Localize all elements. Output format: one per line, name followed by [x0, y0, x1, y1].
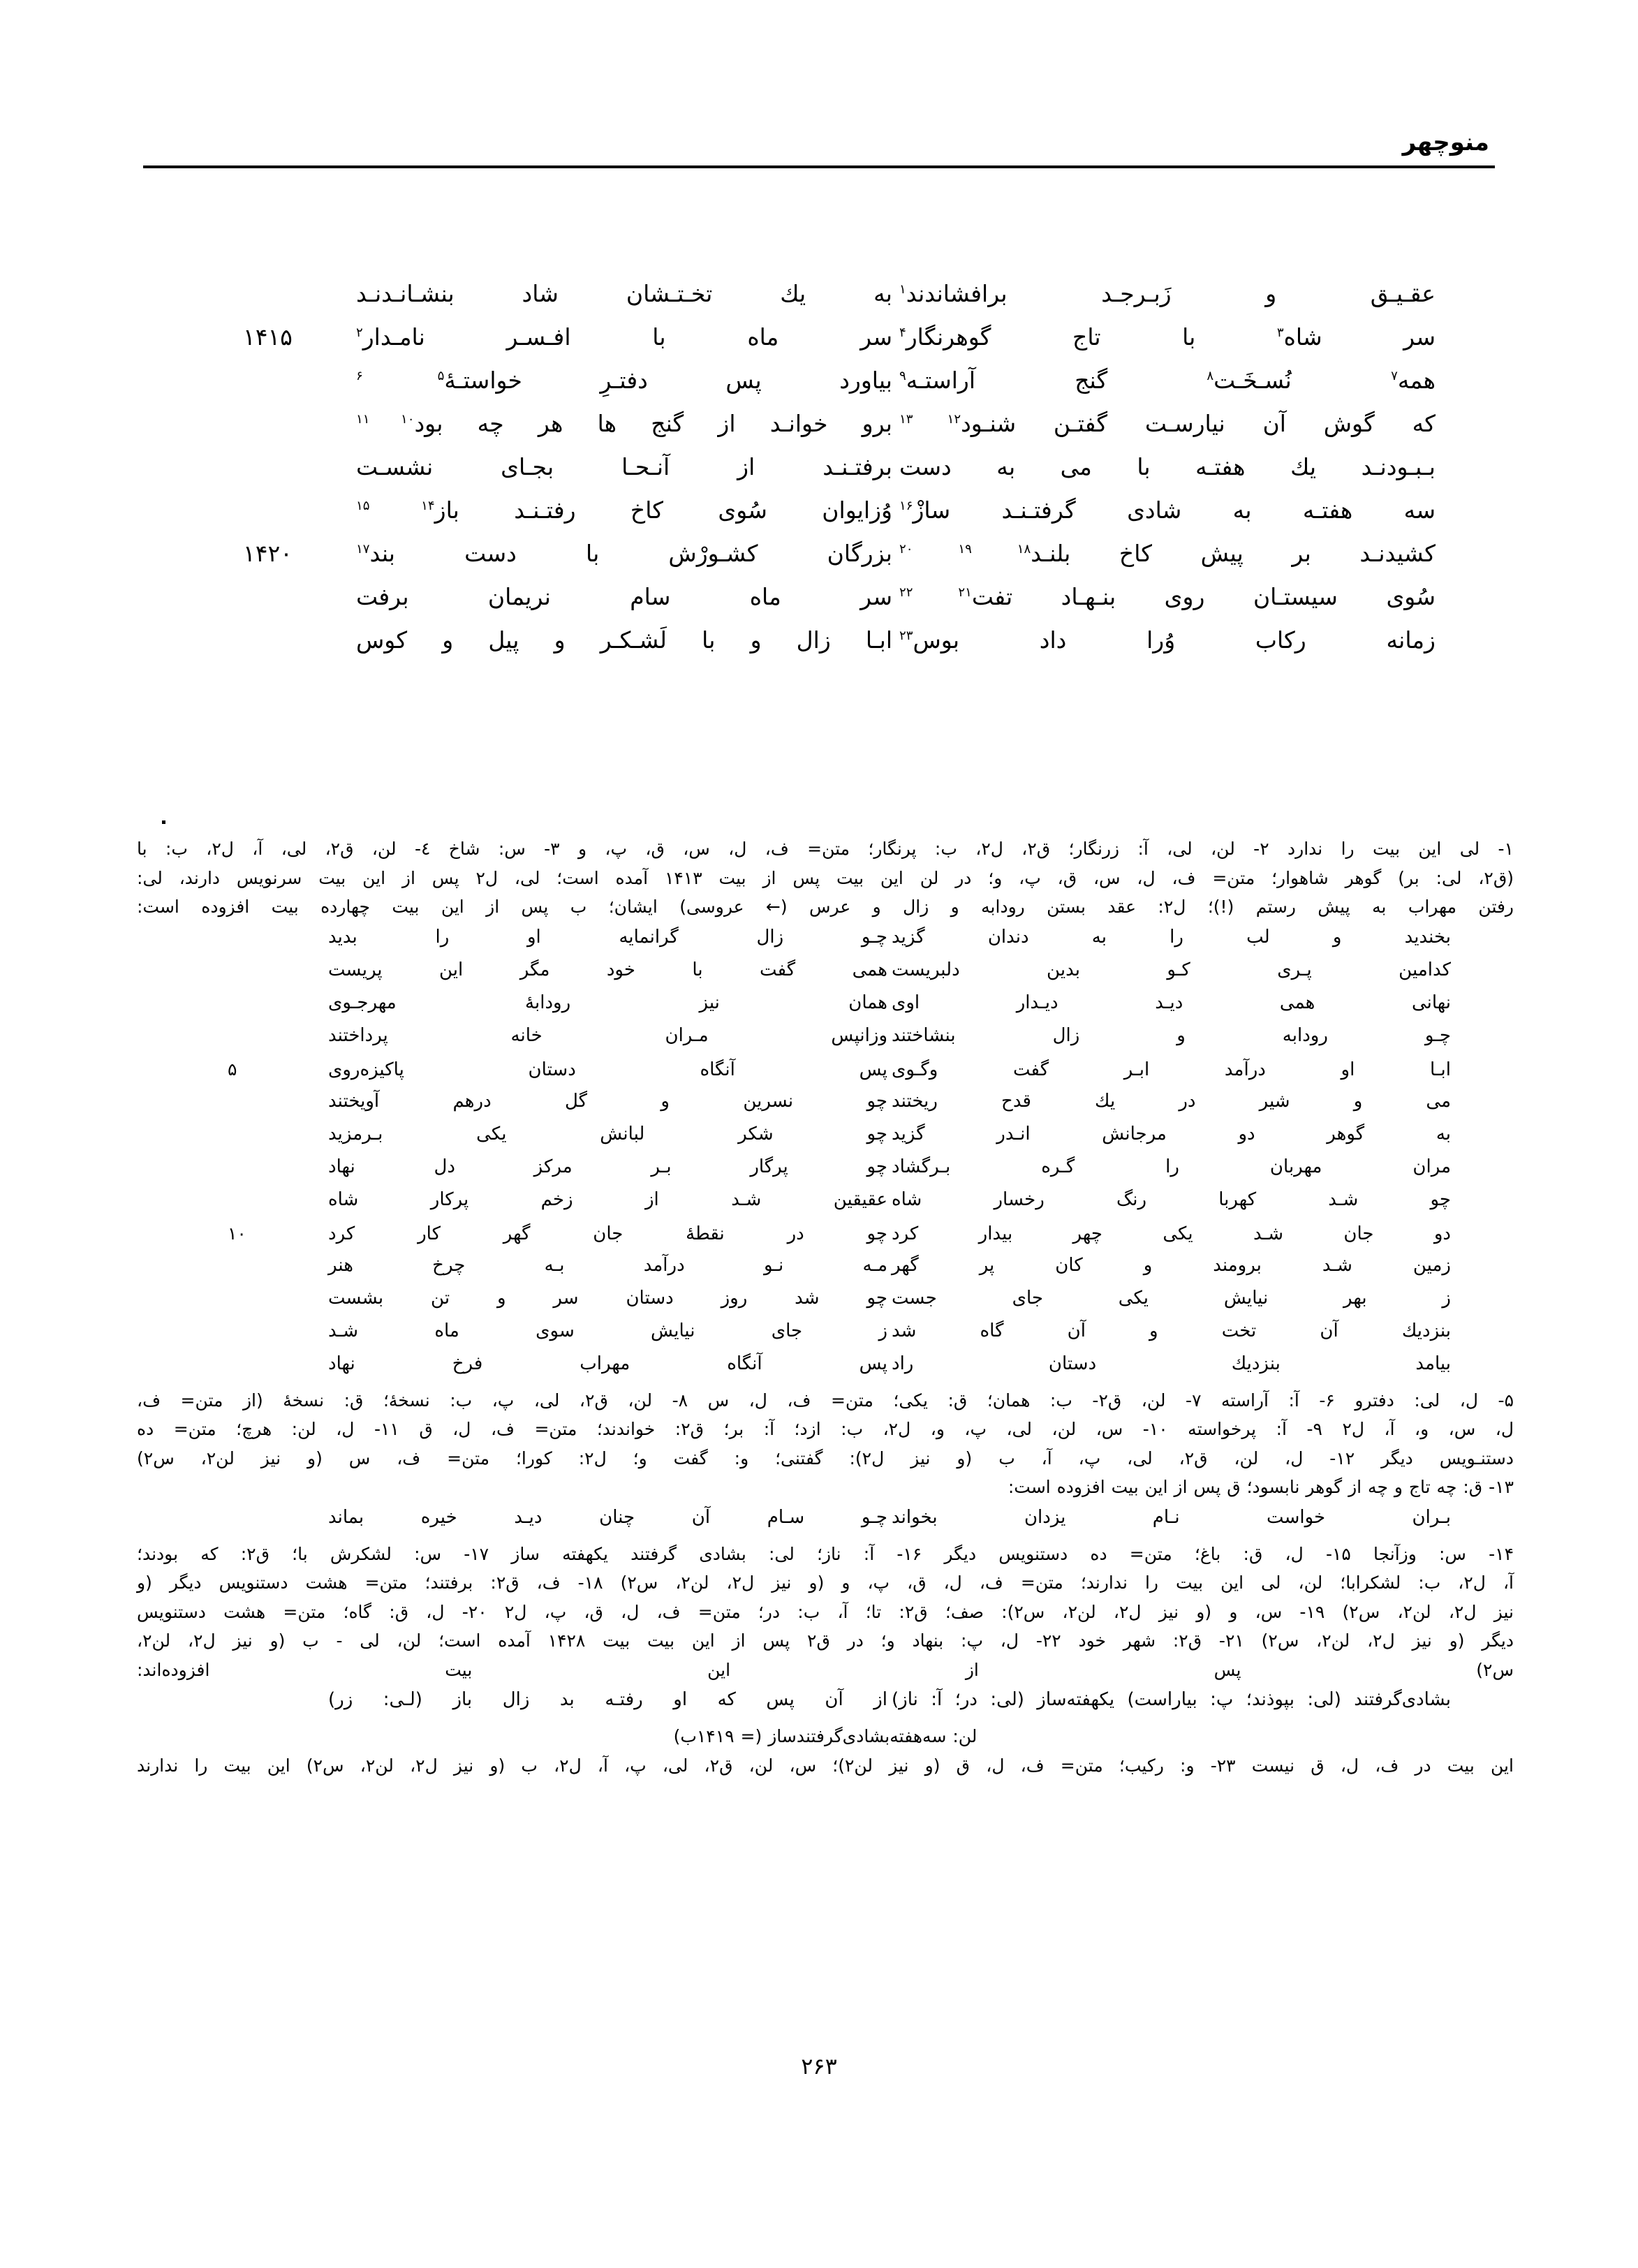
verse-number: ۱۴۲۰	[243, 540, 293, 567]
quoted-verse-row	[221, 1318, 1472, 1351]
hemistich-right: بیاورد پس دفتـرِ خواستـهٔ$^{۵ ۶}$	[356, 367, 892, 394]
quoted-hemistich-left: نهانی همی دیـد دیـدار اوی	[892, 992, 1451, 1013]
quoted-verse-row	[221, 1253, 1472, 1286]
apparatus-line: ۱۳- ق: چه تاج و چه از گوهر نابسود؛ ق پس از این بیت افزوده است:	[1008, 1477, 1514, 1497]
quoted-hemistich-left: ابـا او درآمد ابـر گفت وگـوی	[892, 1059, 1451, 1080]
quoted-hemistich-left: زمین شـد برومند و كان پر گهر	[892, 1254, 1451, 1276]
variant-marker: ۱۶	[899, 499, 913, 513]
hemistich-left: همه$^۷$ نُسـخَـت$^۸$ گنج آراستـه$^۹$	[899, 367, 1436, 394]
quoted-hemistich-left: بشادی‌گرفتند (لی: بپوذند؛ پ: بیاراست) یكهفته‌ساز (لی: در؛ آ: ناز)	[892, 1689, 1451, 1710]
hemistich-right: بزرگان كشـورْش با دست بند$^{۱۷}$	[356, 540, 892, 567]
quoted-verse-row	[221, 1351, 1472, 1384]
header-rule	[143, 165, 1495, 168]
quoted-hemistich-right: مـه نـو درآمد بـه چرخ هنر	[328, 1254, 887, 1276]
quoted-hemistich-left: چو شـد كهربا رنگ رخسار شاه	[892, 1188, 1451, 1210]
hemistich-left: بـبـودنـد یك هفتـه با می به دست	[899, 453, 1436, 480]
verse-row	[230, 319, 1463, 362]
quoted-hemistich-left: چـو رودابه و زال بنشاختند	[892, 1024, 1451, 1046]
quoted-verse-row	[221, 1121, 1472, 1154]
variant-marker: ۱۷	[356, 542, 370, 557]
verse-row	[230, 622, 1463, 665]
verse-row	[230, 492, 1463, 536]
quoted-verse-row	[221, 1220, 1472, 1253]
apparatus-line: آ، ل۲، ب: لشكرابا؛ لن، لی این بیت را ندارند؛ متن= ف، ل، ق، پ، و (و نیز ل۲، لن۲، س۲) ۱۸- ف، ق۲: برفتند؛ متن= هشت دستنویس دیگر (و	[137, 1573, 1514, 1593]
variant-marker: ۲۱ ۲۲	[899, 585, 972, 600]
quoted-hemistich-left: بـران خواست نـام یزدان بخواند	[892, 1506, 1451, 1528]
variant-marker: ۳	[1276, 325, 1284, 340]
quoted-hemistich-right: وزانپس مـران خانه پرداختند	[328, 1024, 887, 1046]
quoted-verse-row	[221, 957, 1472, 990]
quoted-verse-group	[137, 1505, 1514, 1538]
quoted-hemistich-left: دو جان شـد یكی چهر بیدار كرد	[892, 1223, 1451, 1244]
apparatus-separator-dot	[162, 820, 165, 824]
variant-marker: ۹	[899, 369, 906, 383]
variant-marker: ۷	[1391, 369, 1398, 383]
quoted-hemistich-right: چو شكر لبانش یكی بـرمزید	[328, 1123, 887, 1144]
variant-marker: ۱۸ ۱۹ ۲۰	[899, 542, 1031, 557]
quoted-hemistich-right: همان نیز رودابهٔ مهرجـوی	[328, 992, 887, 1013]
quoted-verse-row	[221, 1154, 1472, 1187]
quoted-hemistich-right: پس آنگاه دستان پاكیزه‌روی	[328, 1059, 887, 1080]
quoted-hemistich-right: چو شد روز دستان سر و تن بشست	[328, 1287, 887, 1309]
apparatus-line: س۲) پس از این بیت افزوده‌اند:	[137, 1659, 1514, 1680]
variant-marker: ۴	[899, 325, 906, 340]
quoted-verse-row	[221, 1505, 1472, 1538]
quoted-hemistich-left: بخندید و لب را به دندان گزید	[892, 926, 1451, 948]
apparatus-criticus	[137, 835, 1514, 1781]
hemistich-left: سر شاه$^۳$ با تاج گوهرنگار$^۴$	[899, 323, 1436, 351]
quoted-verse-row	[221, 990, 1472, 1023]
quoted-hemistich-right: چو نسرین و گل درهم آویختند	[328, 1090, 887, 1112]
variant-marker: ۵ ۶	[356, 369, 445, 383]
quoted-hemistich-right: پس آنگاه مهراب فرخ نهاد	[328, 1353, 887, 1374]
hemistich-left: زمانه ركاب وُرا داد بوس$^{۲۳}$	[899, 626, 1436, 654]
quoted-hemistich-left: می و شیر در یك قدح ریختند	[892, 1090, 1451, 1112]
quoted-verse-group	[137, 925, 1514, 1384]
quoted-verse-group	[137, 1687, 1514, 1720]
hemistich-left: كه گوش آن نیارسـت گفتـن شنـود$^{۱۲ ۱۳}$	[899, 410, 1436, 437]
quoted-verse-row	[221, 925, 1472, 957]
apparatus-line: این بیت در ف، ل، ق نیست ۲۳- و: ركیب؛ متن= ف، ل، ق (و نیز لن۲)؛ س، لن، ق۲، لی، پ، آ، ل۲، ب (و نیز ل۲، لن۲، س۲) این بیت را ندارند	[137, 1755, 1514, 1776]
apparatus-line: رفتن مهراب به پیش رستم (!)؛ ل۲: عقد بستن رودابه و زال و عرس (← عروسی) ایشان؛ ب پس از این بیت چهارده بیت افزوده است:	[137, 897, 1514, 917]
apparatus-line: دستنـویس دیگر ۱۲- ل، لن، ق۲، لی، پ، آ، ب (و نیز ل۲): گفتنی؛ و: گفت و؛ ل۲: كورا؛ متن= ف، س (و نیز لن۲، س۲)	[137, 1448, 1514, 1468]
apparatus-line: دیگر (و نیز ل۲، لن۲، س۲) ۲۱- ق۲: شهر خود ۲۲- ل، پ: بنهاد و؛ در ق۲ پس از این بیت بیت ۱۴۲۸ آمده است؛ لن، لی - ب (و نیز ل۲، لن۲،	[137, 1630, 1514, 1651]
quoted-hemistich-right: عقیقین شـد از زخم پركار شاه	[328, 1188, 887, 1210]
quoted-verse-number: ۵	[228, 1059, 237, 1080]
variant-marker: ۱۰ ۱۱	[356, 412, 415, 427]
apparatus-line: (ق۲، لی: بر) گوهر شاهوار؛ متن= ف، ل، س، ق، پ، و؛ در لن این بیت پس از بیت ۱۴۱۳ آمده است؛ لی، ل۲ پس از این بیت سرنویس دارند، لی:	[137, 867, 1514, 888]
quoted-hemistich-right: چو در نقطهٔ جان گهر كار كرد	[328, 1223, 887, 1244]
quoted-hemistich-right: همی گفت با خود مگر این پریست	[328, 959, 887, 980]
running-head-title: منوچهر	[1402, 128, 1489, 156]
hemistich-left: سُوی سیستـان روی بنـهـاد تفت$^{۲۱ ۲۲}$	[899, 583, 1436, 610]
hemistich-right: برفتـنـد از آنـحـا بجـای نشسـت	[356, 453, 892, 480]
apparatus-line: ۵- ل، لی: دفترو ۶- آ: آراسته ۷- لن، ق۲- ب: همان؛ ق: یكی؛ متن= ف، ل، س ۸- لن، ق۲، لی، پ، ب: نسخهٔ؛ ق: نسخهٔ (از متن= ف،	[137, 1390, 1514, 1411]
hemistich-right: وُزایوان سُوی كاخ رفتـنـد باز$^{۱۴ ۱۵}$	[356, 496, 892, 524]
verse-row	[230, 536, 1463, 579]
quoted-hemistich-left: بیامد بنزدیك دستان راد	[892, 1353, 1451, 1374]
verse-row	[230, 276, 1463, 319]
quoted-hemistich-left: مران مهربان را گـره بـرگشاد	[892, 1156, 1451, 1177]
apparatus-line: لن: سه‌هفته‌بشادی‌گرفتندساز (= ۱۴۱۹ب)	[673, 1726, 977, 1746]
apparatus-line: ۱۴- س: وزآنجا ۱۵- ل، ق: باغ؛ متن= ده دستنویس دیگر ۱۶- آ: ناز؛ لی: بشادی گرفتند یكهفته ساز ۱۷- س: لشكرش با؛ ق۲: كه بودند؛	[137, 1543, 1514, 1564]
quoted-verse-row	[221, 1286, 1472, 1318]
hemistich-right: سر ماه سام نریمان برفت	[356, 583, 892, 610]
variant-marker: ۲	[356, 325, 363, 340]
verse-block	[230, 276, 1463, 665]
quoted-verse-row	[221, 1187, 1472, 1220]
hemistich-right: سر ماه با افـسـر نامـدار$^۲$	[356, 323, 892, 351]
variant-marker: ۱	[899, 282, 906, 297]
variant-marker: ۱۲ ۱۳	[899, 412, 961, 427]
quoted-verse-number: ۱۰	[228, 1223, 246, 1244]
hemistich-right: برو خوانـد از گنج ها هر چه بود$^{۱۰ ۱۱}$	[356, 410, 892, 437]
verse-row	[230, 362, 1463, 406]
quoted-hemistich-right: چو پرگار بـر مركز دل نهاد	[328, 1156, 887, 1177]
running-head-area	[143, 130, 1495, 168]
variant-marker: ۲۳	[899, 628, 913, 643]
apparatus-line: ل، س، و، آ، ل۲ ۹- آ: پرخواسته ۱۰- س، لن، لی، پ، و، ل۲، ب: ازد؛ آ: بر؛ ق۲: خواندند؛ متن= ف، ل، ق ۱۱- ل، لن: هرچ؛ متن= ده	[137, 1419, 1514, 1439]
quoted-hemistich-right: ز جای نیایش سوی ماه شـد	[328, 1320, 887, 1341]
apparatus-line: نیز ل۲، لن۲، س۲) ۱۹- س، و (و نیز ل۲، لن۲، س۲): صف؛ ق۲: تا؛ آ، ب: در؛ متن= ف، ل، ق، پ، ل۲ ۲۰- ل، ق: گاه؛ متن= هشت دستنویس	[137, 1601, 1514, 1622]
verse-row	[230, 449, 1463, 492]
quoted-hemistich-right: از آن پس كه او رفتـه بد زال باز (لـی: زر)	[328, 1689, 887, 1710]
quoted-hemistich-right: چـو سـام آن چنان دیـد خیره بماند	[328, 1506, 887, 1528]
hemistich-right: ابـا زال و با لَشـكـر و پیل و كوس	[356, 626, 892, 654]
verse-row	[230, 406, 1463, 449]
verse-number: ۱۴۱۵	[243, 323, 293, 351]
quoted-hemistich-left: به گوهر دو مرجانش انـدر گزید	[892, 1123, 1451, 1144]
verse-row	[230, 579, 1463, 622]
hemistich-left: سه هفتـه به شادی گرفتـنـد سازْ$^{۱۶}$	[899, 496, 1436, 524]
quoted-verse-row	[221, 1056, 1472, 1089]
quoted-hemistich-left: كدامین پـری كـو بدین دلبریست	[892, 959, 1451, 980]
hemistich-left: كشیدنـد بر پیش كاخ بلنـد$^{۱۸ ۱۹ ۲۰}$	[899, 540, 1436, 567]
page-number: ۲۶۳	[801, 2053, 837, 2079]
quoted-hemistich-left: بنزدیك آن تخت و آن گاه شد	[892, 1320, 1451, 1341]
variant-marker: ۸	[1207, 369, 1214, 383]
quoted-hemistich-left: ز بهر نیایش یكی جای جست	[892, 1287, 1451, 1309]
hemistich-right: به یك تخـتـشان شاد بنشـانـدنـد	[356, 280, 892, 307]
quoted-verse-row	[221, 1023, 1472, 1056]
quoted-verse-row	[221, 1687, 1472, 1720]
quoted-verse-row	[221, 1089, 1472, 1121]
apparatus-line: ۱- لی این بیت را ندارد ۲- لن، لی، آ: زرنگار؛ ق۲، ل۲، ب: پرنگار؛ متن= ف، ل، س، ق، پ، و ۳- س: شاخ ٤- لن، ق۲، لی، آ، ل۲، ب: با	[137, 839, 1514, 859]
variant-marker: ۱۴ ۱۵	[356, 499, 435, 513]
hemistich-left: عقـیـق و زَبـرجـد برافشاندند$^۱$	[899, 280, 1436, 307]
quoted-hemistich-right: چـو زال گرانمایه او را بدید	[328, 926, 887, 948]
